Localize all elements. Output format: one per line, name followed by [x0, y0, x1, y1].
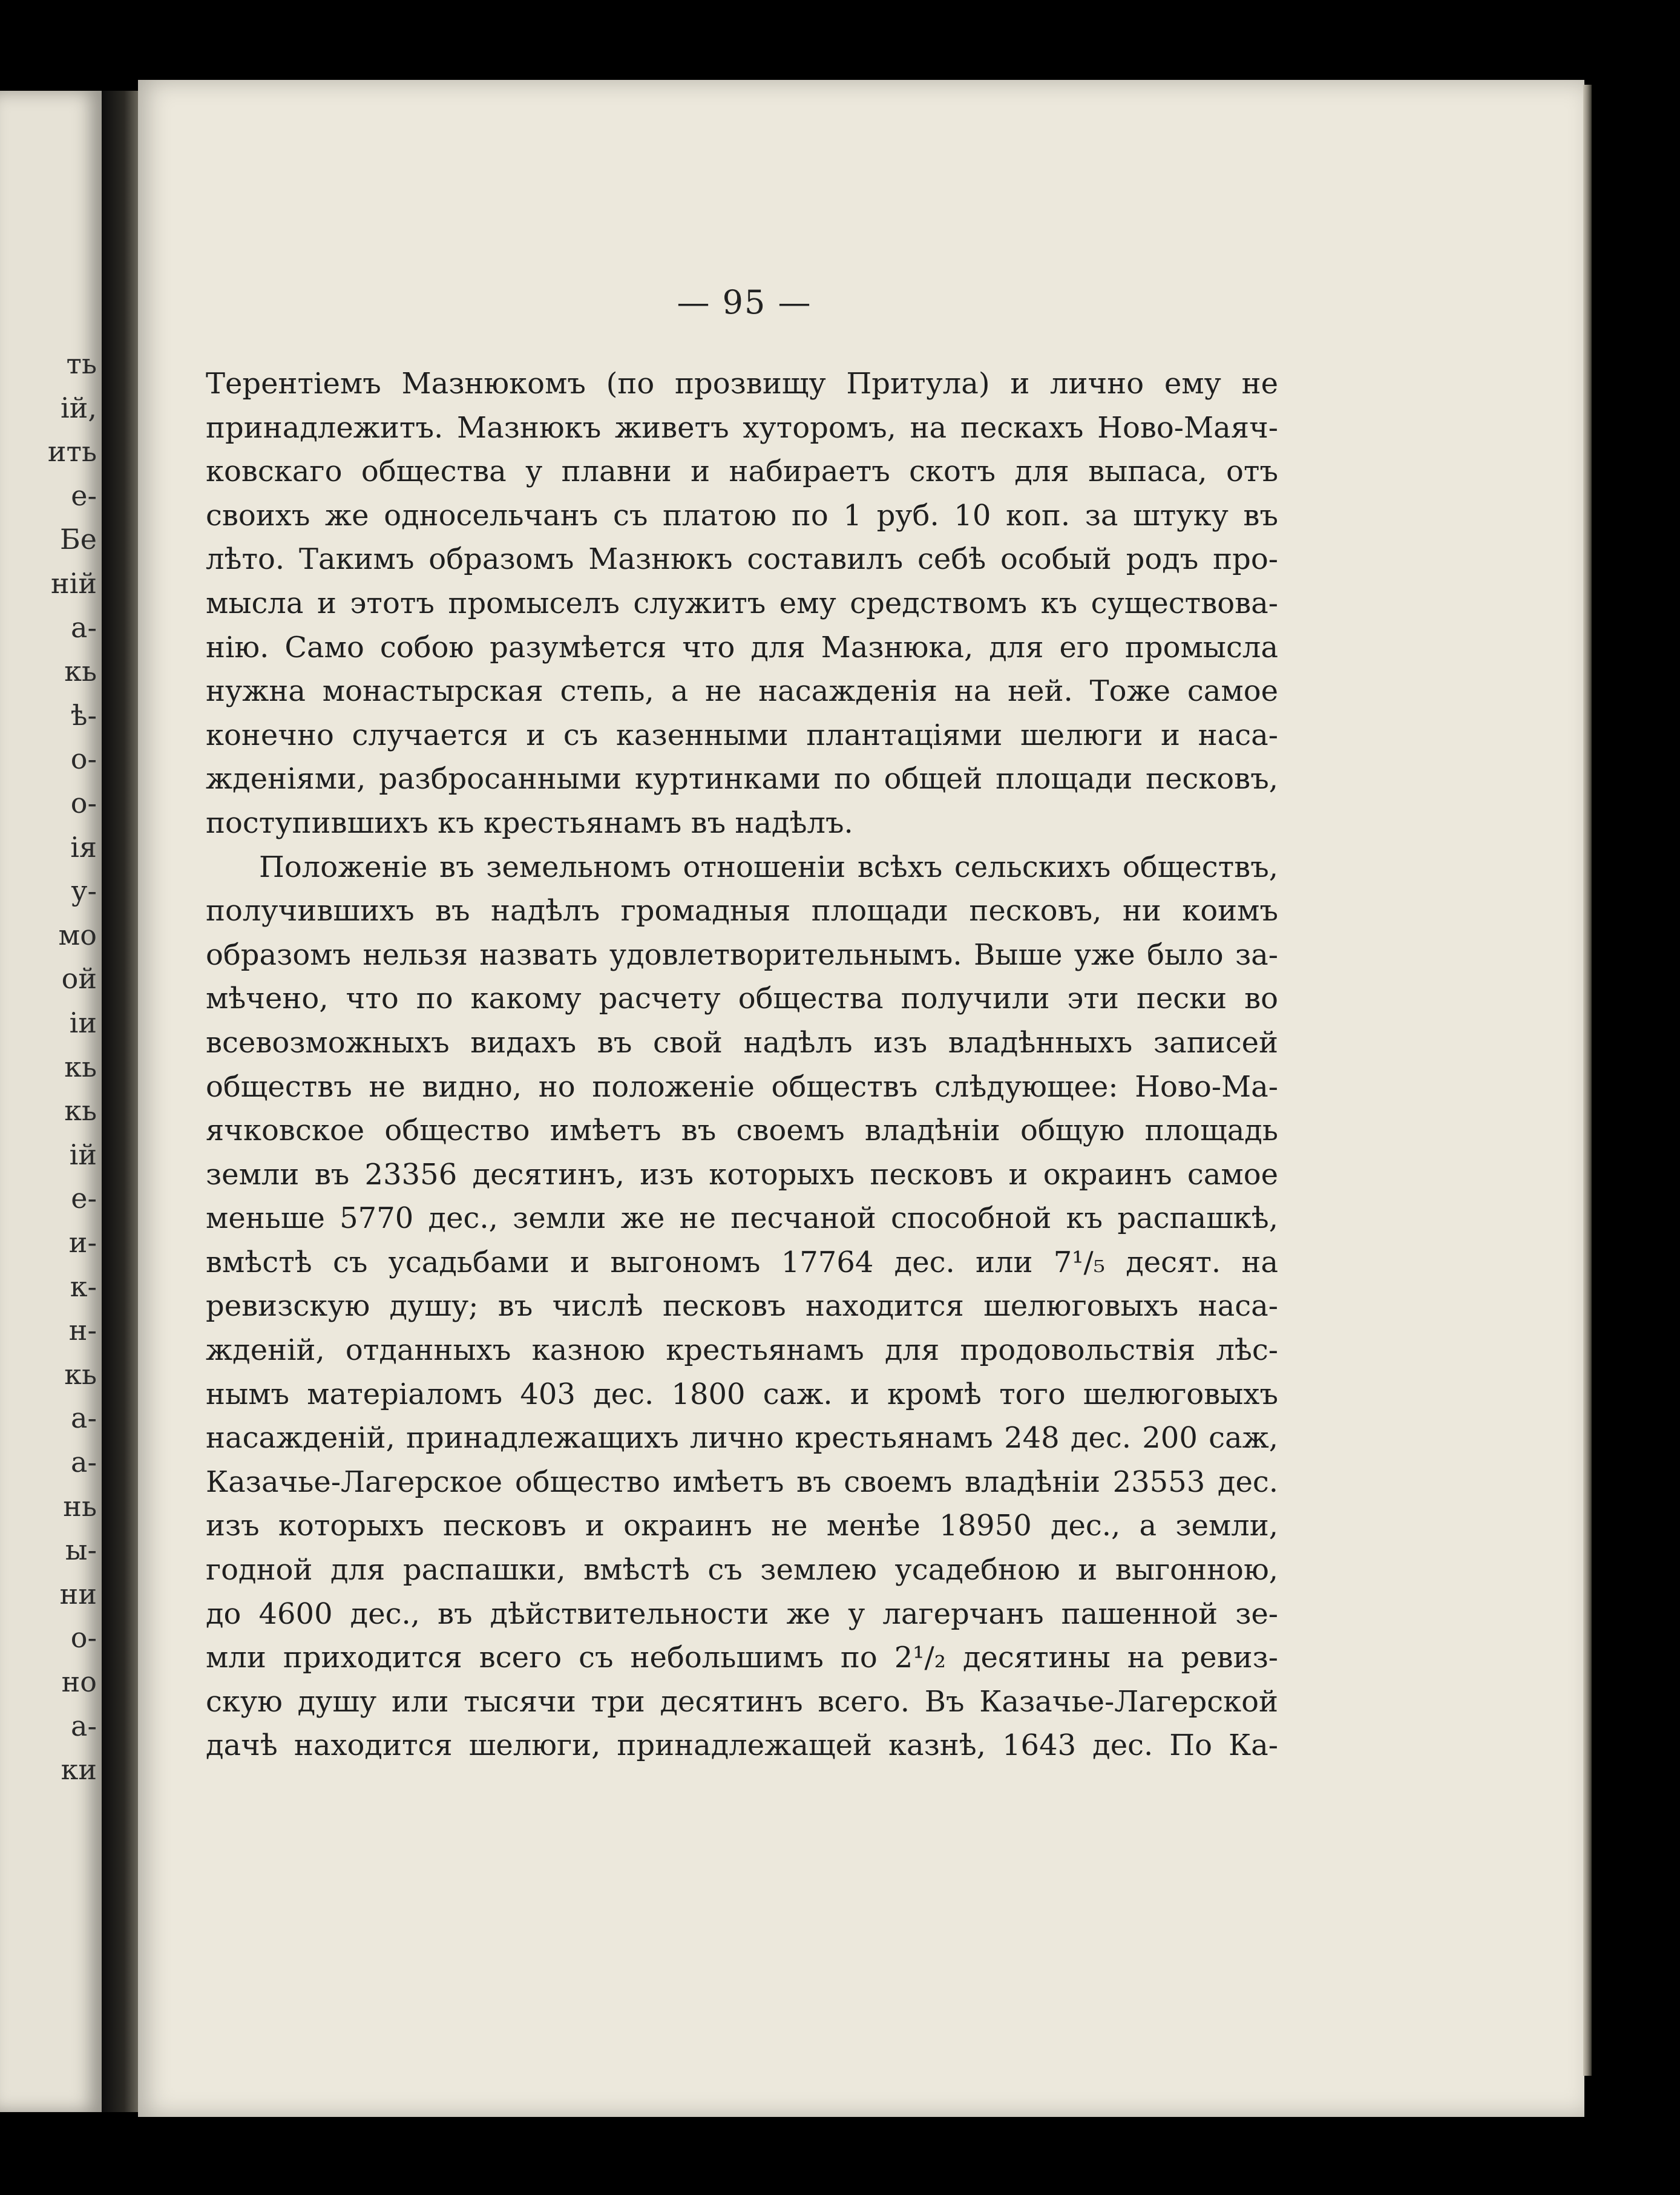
- previous-page-line-fragment: о-: [70, 787, 97, 819]
- text-line: образомъ нельзя назвать удовлетворительнымъ. Выше уже было за-: [206, 937, 1278, 972]
- previous-page-line-fragment: ія: [70, 830, 97, 864]
- text-line: поступившихъ къ крестьянамъ въ надѣлъ.: [206, 805, 853, 840]
- previous-page-line-fragment: кь: [64, 1094, 97, 1127]
- previous-page-line-fragment: кь: [64, 655, 97, 688]
- text-line: насажденій, принадлежащихъ лично крестьянамъ 248 дес. 200 саж,: [206, 1421, 1278, 1455]
- previous-page-line-fragment: ій,: [61, 391, 97, 424]
- previous-page-line-fragment: ній: [50, 567, 97, 600]
- text-line: нужна монастырская степь, а не насажденія на ней. Тоже самое: [206, 674, 1278, 709]
- previous-page-line-fragment: ій: [69, 1138, 97, 1171]
- text-line: конечно случается и съ казенными плантаціями шелюги и наса-: [206, 718, 1278, 752]
- text-line: скую душу или тысячи три десятинъ всего. Въ Казачье-Лагерской: [206, 1684, 1278, 1719]
- text-line: мли приходится всего съ небольшимъ по 2¹/₂ десятины на ревиз-: [206, 1641, 1278, 1675]
- text-line: мѣчено, что по какому расчету общества получили эти пески во: [206, 982, 1278, 1016]
- text-line: мысла и этотъ промыселъ служитъ ему средствомъ къ существова-: [206, 586, 1278, 620]
- text-line: получившихъ въ надѣлъ громадныя площади песковъ, ни коимъ: [206, 894, 1278, 928]
- previous-page-line-fragment: но: [61, 1665, 97, 1698]
- book-gutter: [102, 91, 139, 2112]
- page-stack-edge: [1583, 85, 1592, 2076]
- previous-page-line-fragment: к-: [70, 1270, 97, 1303]
- text-line: годной для распашки, вмѣстѣ съ землею усадебною и выгонною,: [206, 1553, 1278, 1587]
- previous-page-line-fragment: ки: [61, 1753, 97, 1787]
- text-line: жденій, отданныхъ казною крестьянамъ для продовольствія лѣс-: [206, 1333, 1278, 1368]
- previous-page-line-fragment: ѣ-: [70, 698, 97, 732]
- text-line: ревизскую душу; въ числѣ песковъ находится шелюговыхъ наса-: [206, 1289, 1278, 1324]
- previous-page-line-fragment: ы-: [65, 1534, 97, 1567]
- text-line: земли въ 23356 десятинъ, изъ которыхъ песковъ и окраинъ самое: [206, 1157, 1278, 1192]
- text-line: вмѣстѣ съ усадьбами и выгономъ 17764 дес. или 7¹/₅ десят. на: [206, 1245, 1278, 1279]
- text-line: ковскаго общества у плавни и набираетъ скотъ для выпаса, отъ: [206, 454, 1278, 489]
- previous-page-line-fragment: а-: [71, 1446, 97, 1478]
- previous-page-line-fragment: е-: [71, 479, 97, 512]
- page-number: — 95 —: [677, 283, 812, 321]
- text-line: Положеніе въ земельномъ отношеніи всѣхъ сельскихъ обществъ,: [259, 850, 1278, 884]
- previous-page-line-fragment: а-: [71, 611, 97, 644]
- text-line: изъ которыхъ песковъ и окраинъ не менѣе 18950 дес., а земли,: [206, 1509, 1278, 1543]
- text-line: Казачье-Лагерское общество имѣетъ въ своемъ владѣніи 23553 дес.: [206, 1465, 1278, 1499]
- previous-page-line-fragment: о-: [70, 743, 97, 776]
- text-line: обществъ не видно, но положеніе обществъ слѣдующее: Ново-Ма-: [206, 1069, 1278, 1104]
- text-line: до 4600 дес., въ дѣйствительности же у лагерчанъ пашенной зе-: [206, 1596, 1278, 1631]
- previous-page-line-fragment: а-: [71, 1709, 97, 1742]
- previous-page-line-fragment: ть: [66, 347, 97, 380]
- previous-page-line-fragment: е-: [71, 1182, 97, 1215]
- previous-page-line-fragment: кь: [64, 1050, 97, 1083]
- text-line: всевозможныхъ видахъ въ свой надѣлъ изъ владѣнныхъ записей: [206, 1025, 1278, 1060]
- previous-page-line-fragment: н-: [68, 1314, 97, 1347]
- text-line: лѣто. Такимъ образомъ Мазнюкъ составилъ себѣ особый родъ про-: [206, 542, 1278, 577]
- previous-page-line-fragment: ой: [61, 962, 97, 996]
- text-line: своихъ же односельчанъ съ платою по 1 руб. 10 коп. за штуку въ: [206, 498, 1278, 533]
- previous-page-line-fragment: кь: [64, 1357, 97, 1391]
- previous-page-line-fragment: о-: [70, 1621, 97, 1655]
- previous-page-line-fragment: ни: [59, 1577, 97, 1610]
- previous-page-line-fragment: ить: [47, 435, 97, 468]
- text-line: дачѣ находится шелюги, принадлежащей казнѣ, 1643 дес. По Ка-: [206, 1728, 1278, 1763]
- text-line: нымъ матеріаломъ 403 дес. 1800 саж. и кромѣ того шелюговыхъ: [206, 1377, 1278, 1411]
- previous-page-line-fragment: Бе: [59, 523, 97, 556]
- text-line: Терентіемъ Мазнюкомъ (по прозвищу Притула) и лично ему не: [206, 367, 1278, 401]
- previous-page-line-fragment: а-: [71, 1402, 97, 1435]
- previous-page-line-fragment: и-: [68, 1226, 97, 1259]
- previous-page-line-fragment: у-: [71, 874, 97, 908]
- text-line: принадлежитъ. Мазнюкъ живетъ хуторомъ, на пескахъ Ново-Маяч-: [206, 410, 1278, 445]
- previous-page-line-fragment: нь: [63, 1489, 97, 1523]
- previous-page-line-fragment: мо: [58, 918, 97, 951]
- text-line: ячковское общество имѣетъ въ своемъ владѣніи общую площадь: [206, 1114, 1278, 1148]
- text-line: нію. Само собою разумѣется что для Мазнюка, для его промысла: [206, 630, 1278, 664]
- previous-page-line-fragment: іи: [69, 1006, 97, 1039]
- text-line: жденіями, разбросанными куртинками по общей площади песковъ,: [206, 762, 1278, 796]
- previous-page-edge: [0, 91, 102, 2112]
- text-line: меньше 5770 дес., земли же не песчаной способной къ распашкѣ,: [206, 1201, 1278, 1236]
- body-text: [206, 362, 1278, 1768]
